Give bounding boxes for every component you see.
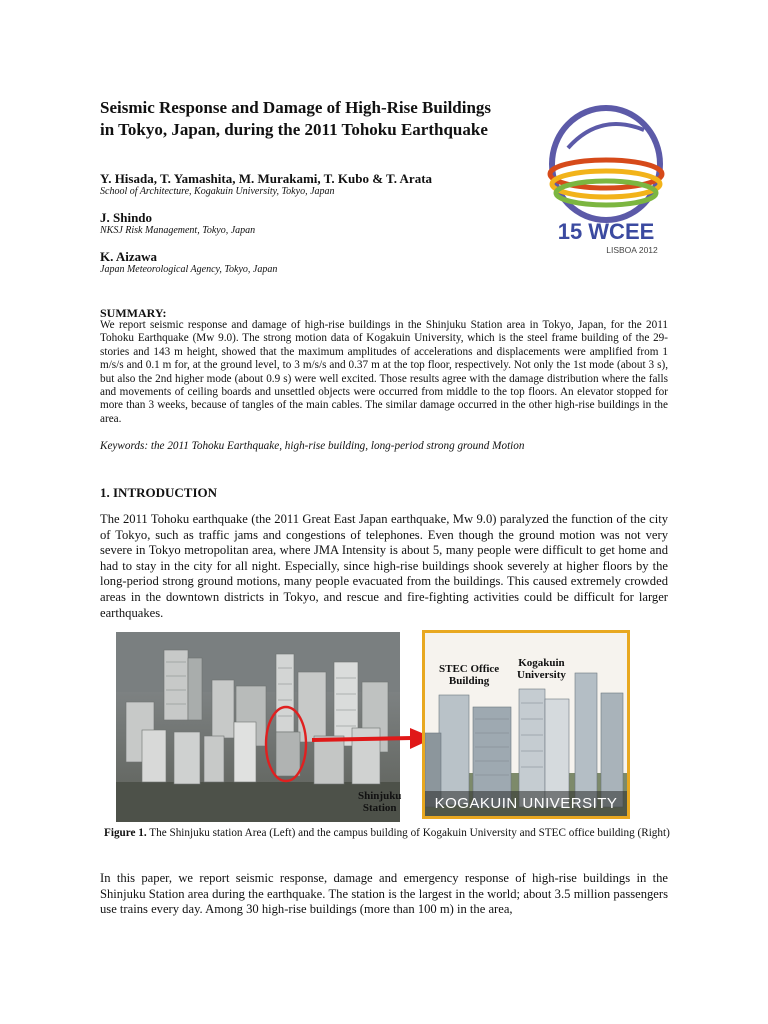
- conference-logo: [540, 92, 670, 267]
- logo-subtext: LISBOA 2012: [606, 245, 658, 255]
- label-shinjuku-station: [358, 790, 401, 814]
- figure-1-caption: [104, 826, 674, 841]
- introduction-paragraph-2: In this paper, we report seismic response, damage and emergency response of high-rise buildings in the Shinjuku Station area during the earthquake. The station is the largest in the world; about 3.5 million passengers use trains every day. Among 30 high-rise buildings (more than 100 m) in the area,: [100, 871, 668, 917]
- label-shinjuku-text: Shinjuku Station: [358, 790, 402, 814]
- kogakuin-banner: KOGAKUIN UNIVERSITY: [434, 795, 618, 812]
- red-arrow: [312, 725, 436, 755]
- author-line-2: J. Shindo: [100, 210, 153, 225]
- logo-text: 15 WCEE: [557, 219, 655, 244]
- affiliation-2: NKSJ Risk Management, Tokyo, Japan: [100, 225, 256, 236]
- label-stec-office: [439, 663, 499, 687]
- section-heading-introduction: 1. INTRODUCTION: [100, 485, 218, 500]
- title-line-1: Seismic Response and Damage of High-Rise Buildings: [100, 98, 492, 117]
- summary-text: We report seismic response and damage of high-rise buildings in the Shinjuku Station area in Tokyo, Japan, for the 2011 Tohoku Earthquake (Mw 9.0). The strong motion data of Kogakuin University, which is the steel frame building of the 29-stories and 143 m height, showed that the maximum amplitudes of accelerations and displacements were amplified from 1 m/s/s and 0.1 m for, at the ground level, to 3 m/s/s and 0.37 m at the top floor, respectively. Not only the 1st mode (about 3 s), but also the 2nd higher mode (about 0.9 s) were well excited. Those results agree with the damage distribution where the falls and movements of ceiling boards and unsettled objects were occurred from middle to the top floors. An elevator stopped for more than 3 weeks, because of tangles of the main cables. The similar damage occurred in the other high-rise buildings in the area.: [100, 319, 668, 425]
- paper-title: [100, 97, 491, 141]
- caption-text: The Shinjuku station Area (Left) and the campus building of Kogakuin University and STEC office building (Right): [146, 827, 670, 839]
- title-line-2: in Tokyo, Japan, during the 2011 Tohoku Earthquake: [100, 120, 488, 139]
- photo-kogakuin-campus: [422, 630, 630, 819]
- figure-1: [116, 630, 630, 823]
- logo-swoosh: [568, 124, 644, 148]
- affiliation-3: Japan Meteorological Agency, Tokyo, Japan: [100, 264, 278, 275]
- affiliation-1: School of Architecture, Kogakuin University, Tokyo, Japan: [100, 186, 335, 197]
- label-stec-text: STEC Office Building: [439, 663, 500, 687]
- introduction-paragraph-1: The 2011 Tohoku earthquake (the 2011 Great East Japan earthquake, Mw 9.0) paralyzed the function of the city of Tokyo, such as traffic jams and congestions of telephones. Even though the ground motion was not very severe in Tokyo metropolitan area, where JMA Intensity is about 5, many people were difficult to get home and had to stay in the city for all night. Especially, since high-rise buildings shook severely at higher floors by the long-period strong ground motions, many people evacuated from the buildings. This caused extremely crowded areas in the downtown districts in Tokyo, and rescue and fire-fighting activities could be difficult for larger earthquakes.: [100, 512, 668, 620]
- summary-heading: SUMMARY:: [100, 306, 167, 320]
- author-line-1: Y. Hisada, T. Yamashita, M. Murakami, T. Kubo & T. Arata: [100, 171, 433, 186]
- caption-label: Figure 1.: [104, 827, 147, 839]
- keywords: Keywords: the 2011 Tohoku Earthquake, high-rise building, long-period strong ground Motion: [100, 440, 525, 452]
- label-kogakuin-text: Kogakuin University: [517, 657, 566, 681]
- author-line-3: K. Aizawa: [100, 249, 158, 264]
- label-kogakuin: [517, 657, 566, 681]
